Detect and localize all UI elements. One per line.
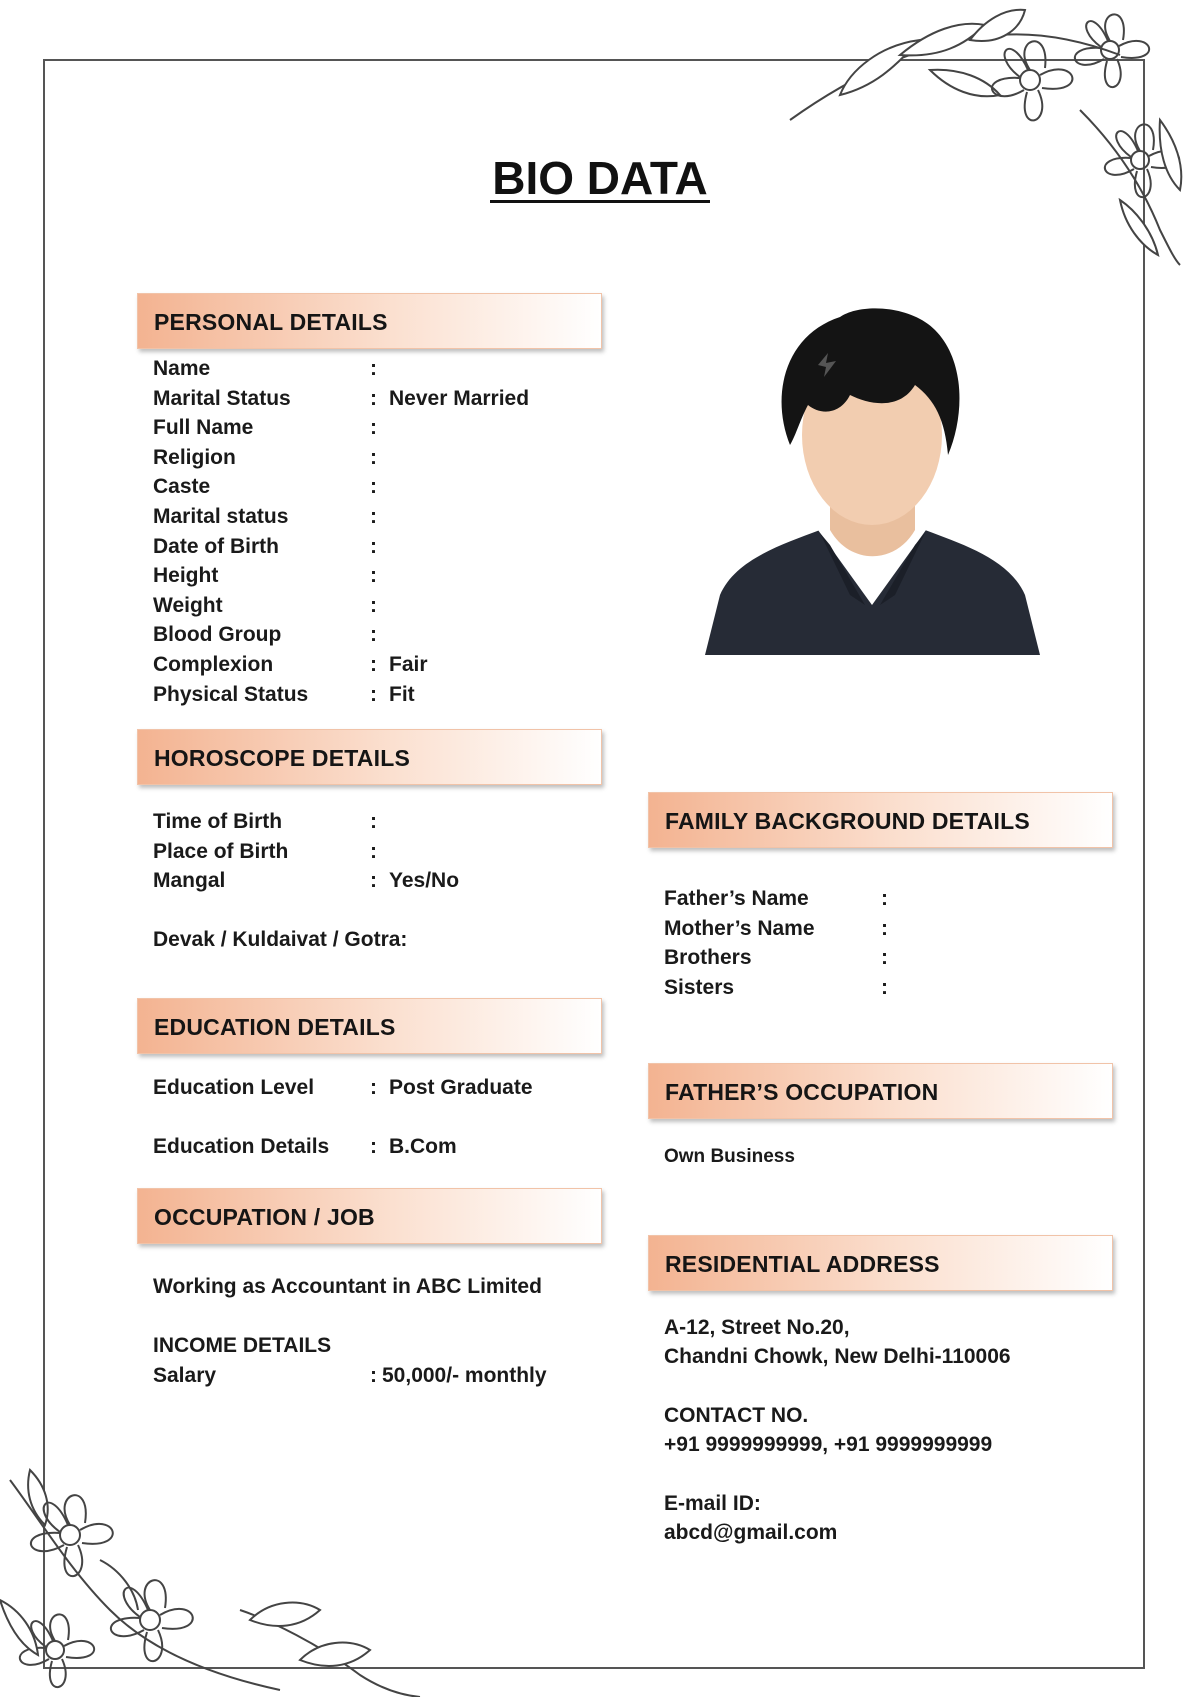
personal-colon: :	[370, 682, 377, 706]
education-label: Education Details	[153, 1135, 330, 1158]
personal-row	[153, 413, 613, 442]
salary-label: Salary	[153, 1364, 217, 1387]
contact-title: CONTACT NO.	[664, 1404, 809, 1427]
personal-colon: :	[370, 416, 377, 440]
salary-row	[153, 1361, 613, 1390]
horoscope-details-header: HOROSCOPE DETAILS	[137, 729, 602, 785]
personal-label: Caste	[153, 475, 211, 499]
page-title: BIO DATA	[492, 152, 708, 204]
personal-label: Name	[153, 357, 211, 380]
personal-row	[153, 443, 613, 472]
horoscope-row	[153, 837, 613, 866]
personal-label: Marital status	[153, 505, 289, 528]
education-details-header: EDUCATION DETAILS	[137, 998, 602, 1054]
personal-label: Marital Status	[153, 386, 291, 410]
family-label: Mother’s Name	[664, 916, 815, 940]
personal-row	[153, 680, 613, 709]
personal-label: Weight	[153, 593, 223, 617]
personal-row	[153, 354, 613, 383]
residential-address-header: RESIDENTIAL ADDRESS	[648, 1235, 1113, 1291]
horoscope-colon: :	[370, 810, 377, 833]
family-row	[664, 943, 1124, 972]
personal-value: Never Married	[389, 386, 530, 410]
personal-label: Blood Group	[153, 623, 282, 647]
personal-colon: :	[370, 475, 377, 499]
personal-value: Fit	[389, 682, 415, 706]
personal-details-header: PERSONAL DETAILS	[137, 293, 602, 349]
personal-value: Fair	[389, 653, 428, 676]
contact-value: +91 9999999999, +91 9999999999	[664, 1433, 993, 1456]
personal-label: Religion	[153, 445, 236, 469]
gotra-line: Devak / Kuldaivat / Gotra:	[153, 928, 408, 951]
personal-row	[153, 532, 613, 561]
personal-label: Date of Birth	[153, 534, 279, 558]
personal-colon: :	[370, 445, 377, 469]
floral-corner-bottom-left-icon	[0, 1460, 440, 1697]
personal-row	[153, 472, 613, 501]
father-occupation-value: Own Business	[664, 1146, 795, 1167]
personal-colon: :	[370, 593, 377, 617]
personal-colon: :	[370, 653, 377, 676]
family-colon: :	[881, 887, 888, 910]
horoscope-label: Time of Birth	[153, 810, 283, 833]
horoscope-label: Place of Birth	[153, 839, 289, 863]
education-colon: :	[370, 1076, 377, 1099]
family-label: Father’s Name	[664, 887, 809, 910]
family-colon: :	[881, 916, 888, 940]
family-row	[664, 884, 1124, 913]
personal-label: Complexion	[153, 653, 274, 676]
personal-colon: :	[370, 623, 377, 647]
personal-label: Physical Status	[153, 682, 309, 706]
education-row	[153, 1132, 613, 1161]
horoscope-row	[153, 807, 613, 836]
education-colon: :	[370, 1135, 377, 1158]
personal-colon: :	[370, 386, 377, 410]
personal-row	[153, 561, 613, 590]
personal-row	[153, 620, 613, 649]
horoscope-value: Yes/No	[389, 869, 460, 893]
family-row	[664, 914, 1124, 943]
education-row	[153, 1073, 613, 1102]
personal-row	[153, 650, 613, 679]
education-label: Education Level	[153, 1076, 315, 1099]
salary-value: 50,000/- monthly	[382, 1364, 547, 1387]
income-details-title: INCOME DETAILS	[153, 1334, 332, 1357]
family-label: Brothers	[664, 946, 752, 970]
personal-colon: :	[370, 564, 377, 588]
personal-colon: :	[370, 534, 377, 558]
address-line-2: Chandni Chowk, New Delhi-110006	[664, 1345, 1011, 1368]
floral-corner-top-right-icon	[780, 0, 1200, 270]
personal-row	[153, 502, 613, 531]
family-row	[664, 973, 1124, 1002]
occupation-description: Working as Accountant in ABC Limited	[153, 1275, 542, 1298]
family-colon: :	[881, 946, 888, 970]
horoscope-colon: :	[370, 839, 377, 863]
occupation-header: OCCUPATION / JOB	[137, 1188, 602, 1244]
horoscope-colon: :	[370, 869, 377, 893]
family-background-header: FAMILY BACKGROUND DETAILS	[648, 792, 1113, 848]
personal-row	[153, 384, 613, 413]
education-value: Post Graduate	[389, 1076, 533, 1099]
personal-colon: :	[370, 357, 377, 380]
horoscope-row	[153, 866, 613, 895]
father-occupation-header: FATHER’S OCCUPATION	[648, 1063, 1113, 1119]
personal-row	[153, 591, 613, 620]
personal-label: Height	[153, 564, 219, 588]
family-colon: :	[881, 975, 888, 999]
profile-avatar-icon	[700, 305, 1045, 655]
email-value: abcd@gmail.com	[664, 1521, 838, 1544]
salary-colon: :	[370, 1364, 377, 1387]
email-title: E-mail ID:	[664, 1492, 761, 1515]
address-line-1: A-12, Street No.20,	[664, 1316, 850, 1339]
horoscope-label: Mangal	[153, 869, 226, 893]
family-label: Sisters	[664, 975, 735, 999]
personal-colon: :	[370, 505, 377, 528]
education-value: B.Com	[389, 1135, 457, 1158]
personal-label: Full Name	[153, 416, 254, 440]
